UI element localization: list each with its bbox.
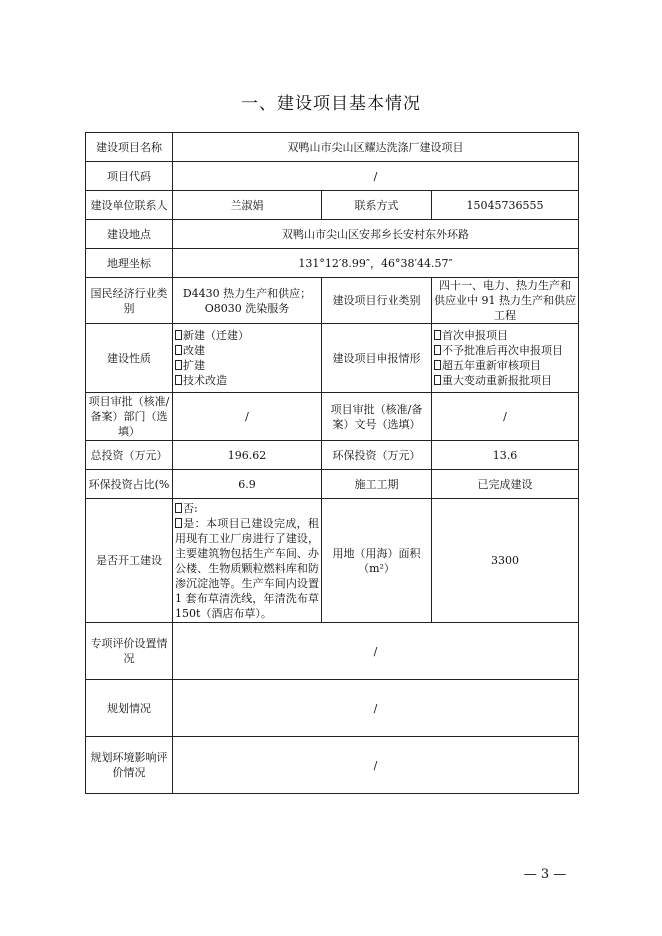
construction-period-label: 施工工期 (322, 470, 432, 499)
location-value: 双鸭山市尖山区安邦乡长安村东外环路 (173, 220, 579, 249)
row-project-code (86, 162, 579, 191)
row-planning-env (86, 737, 579, 794)
nature-option-rebuild: 改建 (175, 343, 319, 358)
row-planning (86, 680, 579, 737)
row-location (86, 220, 579, 249)
coordinates-label: 地理坐标 (86, 249, 173, 278)
nature-option-new: 新建（迁建） (175, 328, 319, 343)
checkbox-icon (434, 330, 441, 340)
started-label: 是否开工建设 (86, 499, 173, 623)
declaration-option-resubmit: 不予批准后再次申报项目 (434, 343, 576, 358)
declaration-option-review: 超五年重新审核项目 (434, 358, 576, 373)
env-ratio-label: 环保投资占比(% (86, 470, 173, 499)
checkbox-icon (175, 360, 182, 370)
row-industry (86, 278, 579, 324)
approval-dept-label: 项目审批（核准/备案）部门（选填） (86, 393, 173, 441)
row-contact (86, 191, 579, 220)
project-code-value: / (173, 162, 579, 191)
checkbox-icon (175, 503, 182, 513)
nature-label: 建设性质 (86, 324, 173, 393)
planning-value: / (173, 680, 579, 737)
nature-option-tech: 技术改造 (175, 373, 319, 388)
env-investment-label: 环保投资（万元） (322, 441, 432, 470)
special-eval-value: / (173, 623, 579, 680)
checkbox-icon (175, 375, 182, 385)
contact-value: 兰淑娟 (173, 191, 322, 220)
row-env-ratio (86, 470, 579, 499)
env-ratio-value: 6.9 (173, 470, 322, 499)
planning-env-value: / (173, 737, 579, 794)
phone-value: 15045736555 (432, 191, 579, 220)
phone-label: 联系方式 (322, 191, 432, 220)
checkbox-icon (175, 518, 182, 528)
page-title: 一、建设项目基本情况 (241, 94, 421, 114)
checkbox-icon (434, 375, 441, 385)
declaration-label: 建设项目申报情形 (322, 324, 432, 393)
env-investment-value: 13.6 (432, 441, 579, 470)
coordinates-value: 131°12′8.99″，46°38′44.57″ (173, 249, 579, 278)
planning-label: 规划情况 (86, 680, 173, 737)
nature-option-expand: 扩建 (175, 358, 319, 373)
started-options (173, 499, 322, 623)
checkbox-icon (434, 345, 441, 355)
row-special-eval (86, 623, 579, 680)
land-area-label: 用地（用海）面积（m²） (322, 499, 432, 623)
approval-doc-label: 项目审批（核准/备案）文号（选填） (322, 393, 432, 441)
row-investment (86, 441, 579, 470)
declaration-options (432, 324, 579, 393)
row-approval (86, 393, 579, 441)
project-industry-label: 建设项目行业类别 (322, 278, 432, 324)
checkbox-icon (175, 345, 182, 355)
checkbox-icon (434, 360, 441, 370)
approval-doc-value: / (432, 393, 579, 441)
row-project-name (86, 133, 579, 162)
land-area-value: 3300 (432, 499, 579, 623)
started-option-no: 否: (175, 501, 319, 516)
contact-label: 建设单位联系人 (86, 191, 173, 220)
industry-label: 国民经济行业类别 (86, 278, 173, 324)
project-industry-value: 四十一、电力、热力生产和供应业中 91 热力生产和供应工程 (432, 278, 579, 324)
investment-label: 总投资（万元） (86, 441, 173, 470)
location-label: 建设地点 (86, 220, 173, 249)
declaration-option-first: 首次申报项目 (434, 328, 576, 343)
row-nature (86, 324, 579, 393)
special-eval-label: 专项评价设置情况 (86, 623, 173, 680)
checkbox-icon (175, 330, 182, 340)
page-number: — 3 — (523, 867, 567, 882)
project-name-value: 双鸭山市尖山区耀达洗涤厂建设项目 (173, 133, 579, 162)
construction-period-value: 已完成建设 (432, 470, 579, 499)
row-started (86, 499, 579, 623)
industry-value: D4430 热力生产和供应；O8030 洗染服务 (173, 278, 322, 324)
investment-value: 196.62 (173, 441, 322, 470)
nature-options (173, 324, 322, 393)
declaration-option-change: 重大变动重新报批项目 (434, 373, 576, 388)
project-info-table (85, 132, 579, 794)
row-coordinates (86, 249, 579, 278)
approval-dept-value: / (173, 393, 322, 441)
started-option-yes: 是：本项目已建设完成，租用现有工业厂房进行了建设，主要建筑物包括生产车间、办公楼、生物质颗粒燃料库和防渗沉淀池等。生产车间内设置 1 套布草清洗线，年清洗布草 150t（酒店布草）。 (175, 516, 319, 620)
project-name-label: 建设项目名称 (86, 133, 173, 162)
planning-env-label: 规划环境影响评价情况 (86, 737, 173, 794)
project-code-label: 项目代码 (86, 162, 173, 191)
